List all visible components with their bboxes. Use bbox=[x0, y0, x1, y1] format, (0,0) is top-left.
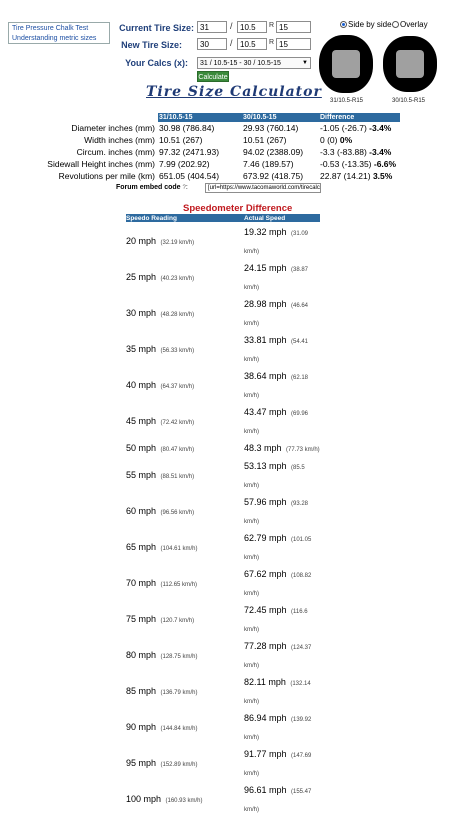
actual-kmh: (155.47 km/h) bbox=[244, 789, 312, 813]
actual-mph: 86.94 mph bbox=[244, 713, 287, 723]
comparison-table bbox=[40, 113, 400, 182]
speedo-kmh: (72.42 km/h) bbox=[160, 420, 195, 426]
tire-right-rim bbox=[396, 50, 424, 78]
speedo-mph: 70 mph bbox=[126, 578, 157, 588]
speedo-kmh: (56.33 km/h) bbox=[160, 348, 195, 354]
speed-row bbox=[126, 258, 320, 294]
row-current: 97.32 (2471.93) bbox=[159, 147, 220, 157]
page-title: Tire Size Calculator bbox=[146, 84, 322, 100]
help-icon[interactable]: ? bbox=[182, 185, 186, 191]
actual-kmh: (147.69 km/h) bbox=[244, 753, 312, 777]
speed-row bbox=[126, 492, 320, 528]
actual-mph: 57.96 mph bbox=[244, 497, 287, 507]
current-size-input-1[interactable]: 31 bbox=[197, 21, 227, 33]
comparison-row bbox=[40, 146, 400, 158]
your-calcs-label: Your Calcs (x): bbox=[125, 58, 188, 68]
overlay-radio[interactable] bbox=[392, 20, 428, 29]
speedo-mph: 75 mph bbox=[126, 614, 157, 624]
actual-kmh: (77.73 km/h) bbox=[285, 447, 320, 453]
row-diff bbox=[319, 134, 400, 146]
actual-mph: 82.11 mph bbox=[244, 677, 286, 687]
header-current-size: 31/10.5-15 bbox=[159, 114, 193, 121]
radio-unselected-icon bbox=[392, 21, 399, 28]
diff-percent: 0% bbox=[339, 135, 353, 145]
diff-percent: -3.4% bbox=[369, 147, 392, 157]
speedo-mph: 35 mph bbox=[126, 344, 157, 354]
current-r: R bbox=[269, 22, 275, 29]
speed-row bbox=[126, 330, 320, 366]
link-understanding-metric-sizes[interactable]: Understanding metric sizes bbox=[12, 35, 97, 42]
actual-mph: 53.13 mph bbox=[244, 461, 287, 471]
speedo-kmh: (104.61 km/h) bbox=[160, 546, 198, 552]
row-current: 10.51 (267) bbox=[159, 135, 203, 145]
row-new: 29.93 (760.14) bbox=[243, 123, 299, 133]
speedo-kmh: (48.28 km/h) bbox=[160, 312, 195, 318]
actual-kmh: (116.6 km/h) bbox=[244, 609, 308, 633]
new-size-input-1[interactable]: 30 bbox=[197, 38, 227, 50]
speed-row bbox=[126, 402, 320, 438]
current-size-input-3[interactable]: 15 bbox=[276, 21, 311, 33]
forum-embed-label bbox=[116, 184, 188, 191]
link-tire-pressure-chalk-test[interactable]: Tire Pressure Chalk Test bbox=[12, 25, 89, 32]
forum-embed-input[interactable]: [url=https://www.tacomaworld.com/tirecalc bbox=[205, 183, 321, 193]
row-new: 673.92 (418.75) bbox=[243, 171, 304, 181]
radio-selected-icon bbox=[340, 21, 347, 28]
diff-value: 0 (0) bbox=[320, 135, 338, 145]
actual-kmh: (108.82 km/h) bbox=[244, 573, 312, 597]
speedometer-title: Speedometer Difference bbox=[183, 203, 293, 214]
speed-row bbox=[126, 636, 320, 672]
forum-embed-text: Forum embed code bbox=[116, 184, 181, 191]
overlay-label: Overlay bbox=[400, 20, 428, 29]
speedo-mph: 60 mph bbox=[126, 506, 157, 516]
row-label: Circum. inches (mm) bbox=[76, 147, 155, 157]
speedo-kmh: (96.56 km/h) bbox=[160, 510, 195, 516]
speedo-kmh: (112.65 km/h) bbox=[160, 582, 198, 588]
diff-value: 22.87 (14.21) bbox=[320, 171, 371, 181]
calcs-selected-value: 31 / 10.5-15 - 30 / 10.5-15 bbox=[200, 60, 281, 67]
actual-kmh: (124.37 km/h) bbox=[244, 645, 312, 669]
current-size-input-2[interactable]: 10.5 bbox=[237, 21, 267, 33]
new-size-input-3[interactable]: 15 bbox=[276, 38, 311, 50]
header-speedo-reading: Speedo Reading bbox=[126, 214, 177, 222]
speedo-kmh: (64.37 km/h) bbox=[160, 384, 195, 390]
speed-row bbox=[126, 456, 320, 492]
speed-row bbox=[126, 438, 320, 456]
speedo-mph: 95 mph bbox=[126, 758, 157, 768]
header-actual-speed: Actual Speed bbox=[244, 214, 286, 222]
tire-diagram bbox=[316, 34, 440, 94]
comparison-row bbox=[40, 170, 400, 182]
row-current: 30.98 (786.84) bbox=[159, 123, 215, 133]
speed-row bbox=[126, 222, 320, 258]
speedo-kmh: (80.47 km/h) bbox=[160, 447, 195, 453]
tire-right-caption: 30/10.5-R15 bbox=[392, 98, 426, 104]
speedometer-table bbox=[126, 214, 320, 816]
comparison-row bbox=[40, 122, 400, 134]
actual-mph: 72.45 mph bbox=[244, 605, 287, 615]
actual-mph: 43.47 mph bbox=[244, 407, 287, 417]
speed-row bbox=[126, 744, 320, 780]
speedo-kmh: (40.23 km/h) bbox=[160, 276, 195, 282]
row-diff bbox=[319, 146, 400, 158]
actual-kmh: (139.92 km/h) bbox=[244, 717, 312, 741]
speed-row bbox=[126, 600, 320, 636]
new-size-input-2[interactable]: 10.5 bbox=[237, 38, 267, 50]
row-label: Diameter inches (mm) bbox=[71, 123, 155, 133]
chevron-down-icon: ▼ bbox=[302, 60, 308, 66]
current-slash: / bbox=[230, 21, 233, 31]
actual-kmh: (101.05 km/h) bbox=[244, 537, 312, 561]
speed-row bbox=[126, 366, 320, 402]
diff-percent: -6.6% bbox=[373, 159, 397, 169]
speedo-mph: 65 mph bbox=[126, 542, 157, 552]
speedo-kmh: (160.93 km/h) bbox=[165, 798, 203, 804]
actual-mph: 33.81 mph bbox=[244, 335, 287, 345]
speedo-mph: 90 mph bbox=[126, 722, 157, 732]
speedo-kmh: (144.84 km/h) bbox=[160, 726, 198, 732]
header-new-size: 30/10.5-15 bbox=[243, 114, 277, 121]
diff-value: -3.3 (-83.88) bbox=[320, 147, 367, 157]
speedo-kmh: (32.19 km/h) bbox=[160, 240, 195, 246]
side-by-side-radio[interactable] bbox=[340, 20, 392, 29]
row-label: Revolutions per mile (km) bbox=[58, 171, 155, 181]
speed-row bbox=[126, 294, 320, 330]
new-tire-size-label: New Tire Size: bbox=[121, 40, 182, 50]
row-diff bbox=[319, 158, 400, 170]
actual-kmh: (93.28 km/h) bbox=[244, 501, 308, 525]
speedo-mph: 25 mph bbox=[126, 272, 157, 282]
actual-mph: 62.79 mph bbox=[244, 533, 287, 543]
actual-mph: 28.98 mph bbox=[244, 299, 287, 309]
speedo-mph: 45 mph bbox=[126, 416, 157, 426]
tire-left-caption: 31/10.5-R15 bbox=[330, 98, 364, 104]
row-diff bbox=[319, 122, 400, 134]
row-new: 7.46 (189.57) bbox=[243, 159, 294, 169]
actual-mph: 77.28 mph bbox=[244, 641, 287, 651]
row-label: Width inches (mm) bbox=[84, 135, 155, 145]
speedo-kmh: (128.75 km/h) bbox=[160, 654, 198, 660]
comparison-header-row bbox=[40, 113, 400, 122]
speedo-mph: 20 mph bbox=[126, 236, 157, 246]
actual-mph: 19.32 mph bbox=[244, 227, 287, 237]
speedo-mph: 85 mph bbox=[126, 686, 157, 696]
new-r: R bbox=[269, 39, 275, 46]
actual-mph: 38.64 mph bbox=[244, 371, 287, 381]
speedo-mph: 80 mph bbox=[126, 650, 157, 660]
actual-mph: 24.15 mph bbox=[244, 263, 287, 273]
calcs-select[interactable] bbox=[197, 57, 311, 69]
actual-kmh: (31.09 km/h) bbox=[244, 231, 308, 255]
speedo-kmh: (120.7 km/h) bbox=[160, 618, 195, 624]
actual-kmh: (69.96 km/h) bbox=[244, 411, 308, 435]
diff-value: -1.05 (-26.7) bbox=[320, 123, 367, 133]
speedo-mph: 55 mph bbox=[126, 470, 157, 480]
row-diff bbox=[319, 170, 400, 182]
new-slash: / bbox=[230, 38, 233, 48]
side-by-side-label: Side by side bbox=[348, 20, 392, 29]
actual-kmh: (38.87 km/h) bbox=[244, 267, 308, 291]
row-current: 7.99 (202.92) bbox=[159, 159, 210, 169]
speed-row bbox=[126, 672, 320, 708]
speedo-kmh: (152.89 km/h) bbox=[160, 762, 198, 768]
calculate-button[interactable]: Calculate bbox=[197, 71, 229, 82]
row-new: 10.51 (267) bbox=[243, 135, 287, 145]
actual-mph: 67.62 mph bbox=[244, 569, 287, 579]
link-box bbox=[8, 22, 110, 44]
speedometer-header-row bbox=[126, 214, 320, 222]
diff-percent: -3.4% bbox=[369, 123, 392, 133]
speedo-mph: 40 mph bbox=[126, 380, 157, 390]
header-difference: Difference bbox=[320, 114, 355, 121]
actual-mph: 96.61 mph bbox=[244, 785, 287, 795]
speedo-mph: 100 mph bbox=[126, 794, 162, 804]
actual-kmh: (132.14 km/h) bbox=[244, 681, 311, 705]
speed-row bbox=[126, 564, 320, 600]
speedo-mph: 30 mph bbox=[126, 308, 157, 318]
comparison-row bbox=[40, 158, 400, 170]
row-label: Sidewall Height inches (mm) bbox=[47, 159, 155, 169]
actual-kmh: (54.41 km/h) bbox=[244, 339, 308, 363]
embed-colon: : bbox=[185, 184, 188, 191]
diff-value: -0.53 (-13.35) bbox=[320, 159, 372, 169]
speedo-kmh: (136.79 km/h) bbox=[160, 690, 198, 696]
speedo-mph: 50 mph bbox=[126, 443, 157, 453]
actual-kmh: (62.18 km/h) bbox=[244, 375, 308, 399]
row-new: 94.02 (2388.09) bbox=[243, 147, 304, 157]
speed-row bbox=[126, 780, 320, 816]
actual-kmh: (85.5 km/h) bbox=[244, 465, 305, 489]
speed-row bbox=[126, 528, 320, 564]
actual-mph: 48.3 mph bbox=[244, 443, 282, 453]
current-tire-size-label: Current Tire Size: bbox=[119, 23, 194, 33]
speedo-kmh: (88.51 km/h) bbox=[160, 474, 195, 480]
speed-row bbox=[126, 708, 320, 744]
actual-kmh: (46.64 km/h) bbox=[244, 303, 308, 327]
comparison-row bbox=[40, 134, 400, 146]
tire-left-rim bbox=[332, 50, 360, 78]
diff-percent: 3.5% bbox=[372, 171, 393, 181]
actual-mph: 91.77 mph bbox=[244, 749, 287, 759]
row-current: 651.05 (404.54) bbox=[159, 171, 220, 181]
